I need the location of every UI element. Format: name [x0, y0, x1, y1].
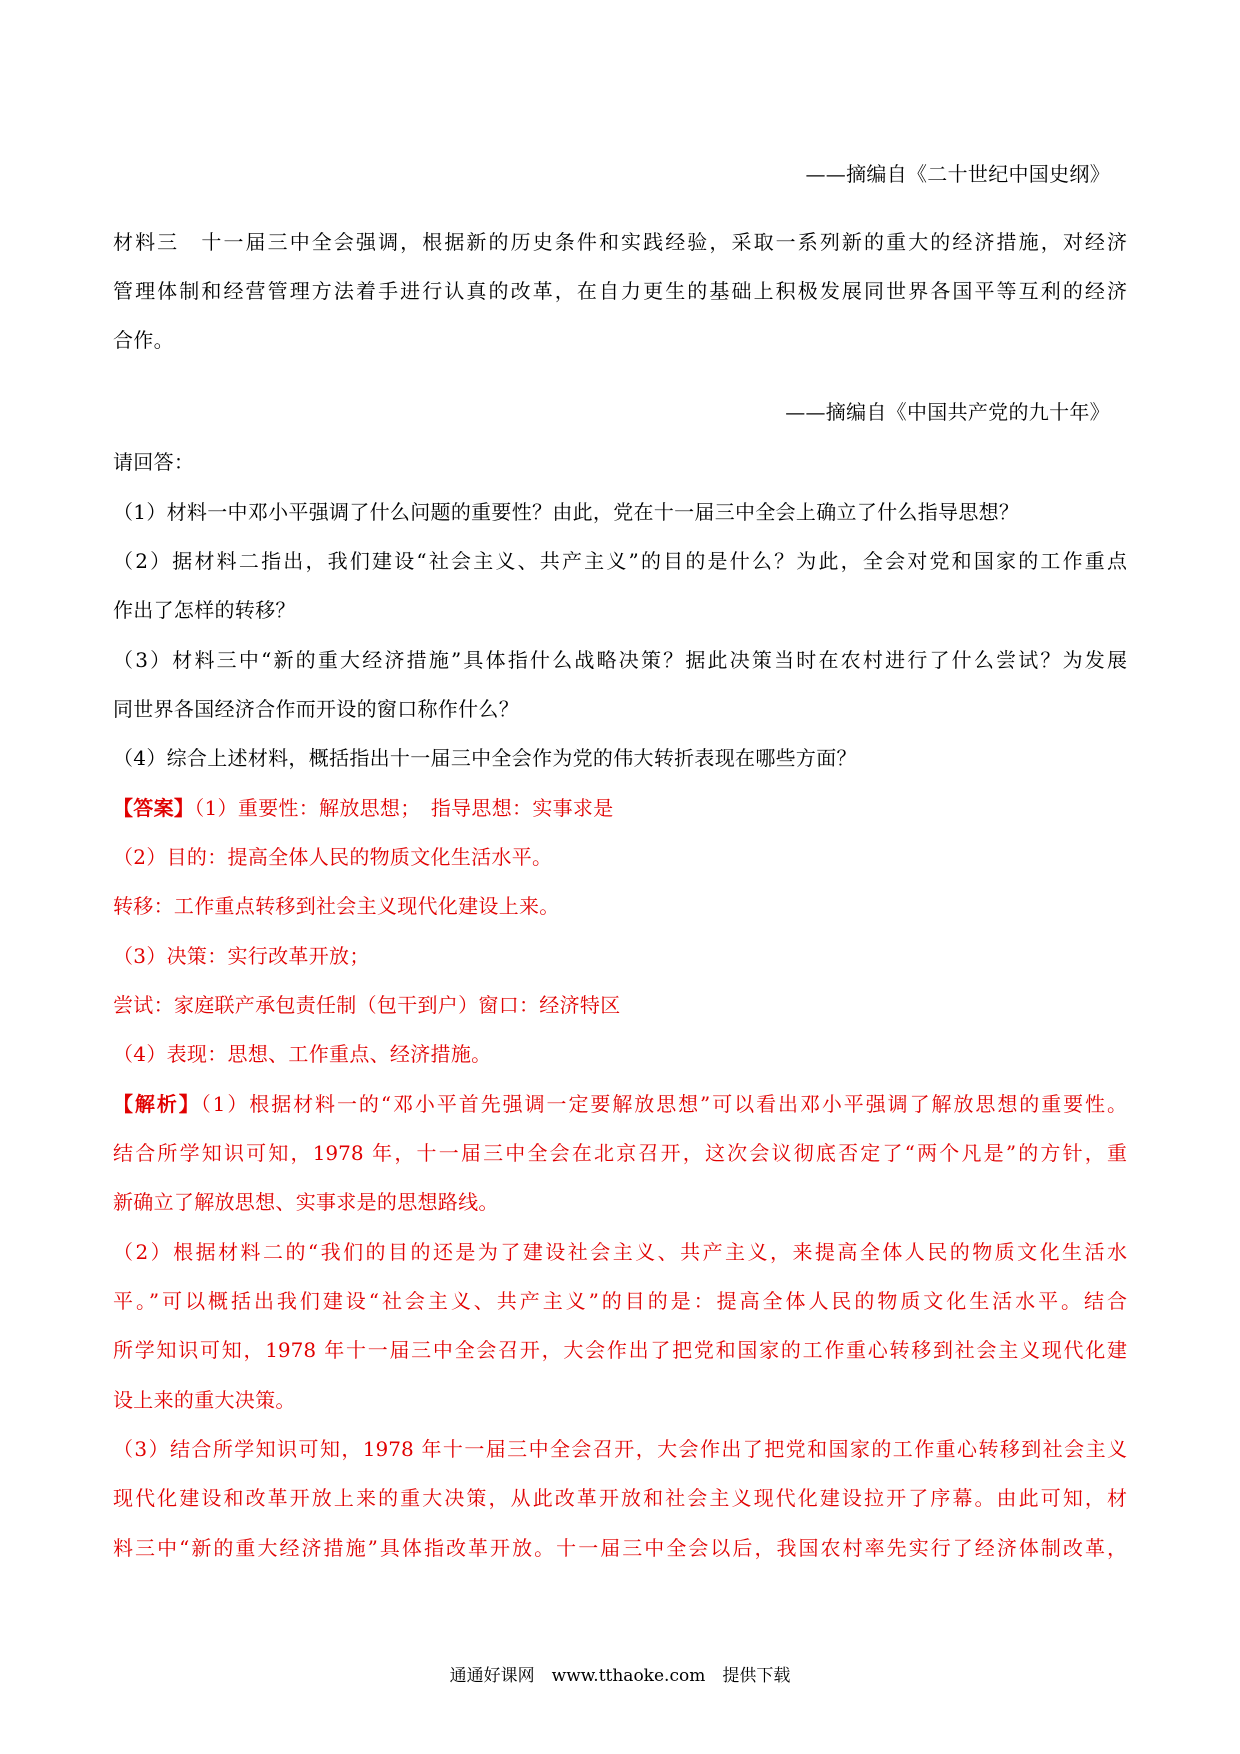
answer-3-decision: （3）决策：实行改革开放； [113, 944, 370, 968]
question-3-line-1: （3）材料三中“新的重大经济措施”具体指什么战略决策？据此决策当时在农村进行了什么尝试？为发展 [113, 648, 1127, 672]
material-3-line-3: 合作。 [113, 328, 174, 352]
answer-4: （4）表现：思想、工作重点、经济措施。 [113, 1042, 492, 1066]
analysis-2-line-2: 平。”可以概括出我们建设“社会主义、共产主义”的目的是：提高全体人民的物质文化生活水平。结合 [113, 1289, 1127, 1313]
analysis-1-text: （1）根据材料一的“邓小平首先强调一定要解放思想”可以看出邓小平强调了解放思想的重要性。 [200, 1092, 1127, 1116]
answer-label: 【答案】 [113, 796, 195, 820]
source-citation-2: ——摘编自《中国共产党的九十年》 [785, 400, 1110, 424]
question-2-line-1: （2）据材料二指出，我们建设“社会主义、共产主义”的目的是什么？为此，全会对党和国家的工作重点 [113, 549, 1127, 573]
page-footer: 通通好课网 www.tthaoke.com 提供下载 [449, 1666, 791, 1686]
answer-2-purpose: （2）目的：提高全体人民的物质文化生活水平。 [113, 845, 553, 869]
answer-1: （1）重要性：解放思想； 指导思想：实事求是 [194, 796, 614, 820]
analysis-1-line-2: 结合所学知识可知，1978 年，十一届三中全会在北京召开，这次会议彻底否定了“两个凡是”的方针，重 [113, 1141, 1127, 1165]
analysis-1-line-1 [113, 1090, 1127, 1118]
analysis-3-line-1: （3）结合所学知识可知，1978 年十一届三中全会召开，大会作出了把党和国家的工作重心转移到社会主义 [113, 1437, 1127, 1461]
analysis-label: 【解析】 [113, 1092, 201, 1116]
question-4: （4）综合上述材料，概括指出十一届三中全会作为党的伟大转折表现在哪些方面？ [113, 746, 857, 770]
analysis-2-line-1: （2）根据材料二的“我们的目的还是为了建设社会主义、共产主义，来提高全体人民的物质文化生活水 [113, 1240, 1127, 1264]
material-3-line-2: 管理体制和经营管理方法着手进行认真的改革，在自力更生的基础上积极发展同世界各国平等互利的经济 [113, 279, 1127, 303]
answer-line-1 [113, 794, 614, 822]
source-citation-1: ——摘编自《二十世纪中国史纲》 [805, 162, 1110, 186]
analysis-2-line-4: 设上来的重大决策。 [113, 1388, 296, 1412]
analysis-2-line-3: 所学知识可知，1978 年十一届三中全会召开，大会作出了把党和国家的工作重心转移到社会主义现代化建 [113, 1338, 1127, 1362]
analysis-3-line-2: 现代化建设和改革开放上来的重大决策，从此改革开放和社会主义现代化建设拉开了序幕。由此可知，材 [113, 1486, 1127, 1510]
question-1: （1）材料一中邓小平强调了什么问题的重要性？由此，党在十一届三中全会上确立了什么指导思想？ [113, 500, 1020, 524]
question-3-line-2: 同世界各国经济合作而开设的窗口称作什么？ [113, 697, 519, 721]
analysis-1-line-3: 新确立了解放思想、实事求是的思想路线。 [113, 1190, 499, 1214]
material-3-line-1: 材料三 十一届三中全会强调，根据新的历史条件和实践经验，采取一系列新的重大的经济措施，对经济 [113, 230, 1127, 254]
question-prompt: 请回答： [113, 450, 195, 474]
answer-2-shift: 转移：工作重点转移到社会主义现代化建设上来。 [113, 894, 560, 918]
answer-3-attempt: 尝试：家庭联产承包责任制（包干到户）窗口：经济特区 [113, 993, 621, 1017]
analysis-3-line-3: 料三中“新的重大经济措施”具体指改革开放。十一届三中全会以后，我国农村率先实行了经济体制改革， [113, 1536, 1127, 1560]
question-2-line-2: 作出了怎样的转移？ [113, 598, 296, 622]
